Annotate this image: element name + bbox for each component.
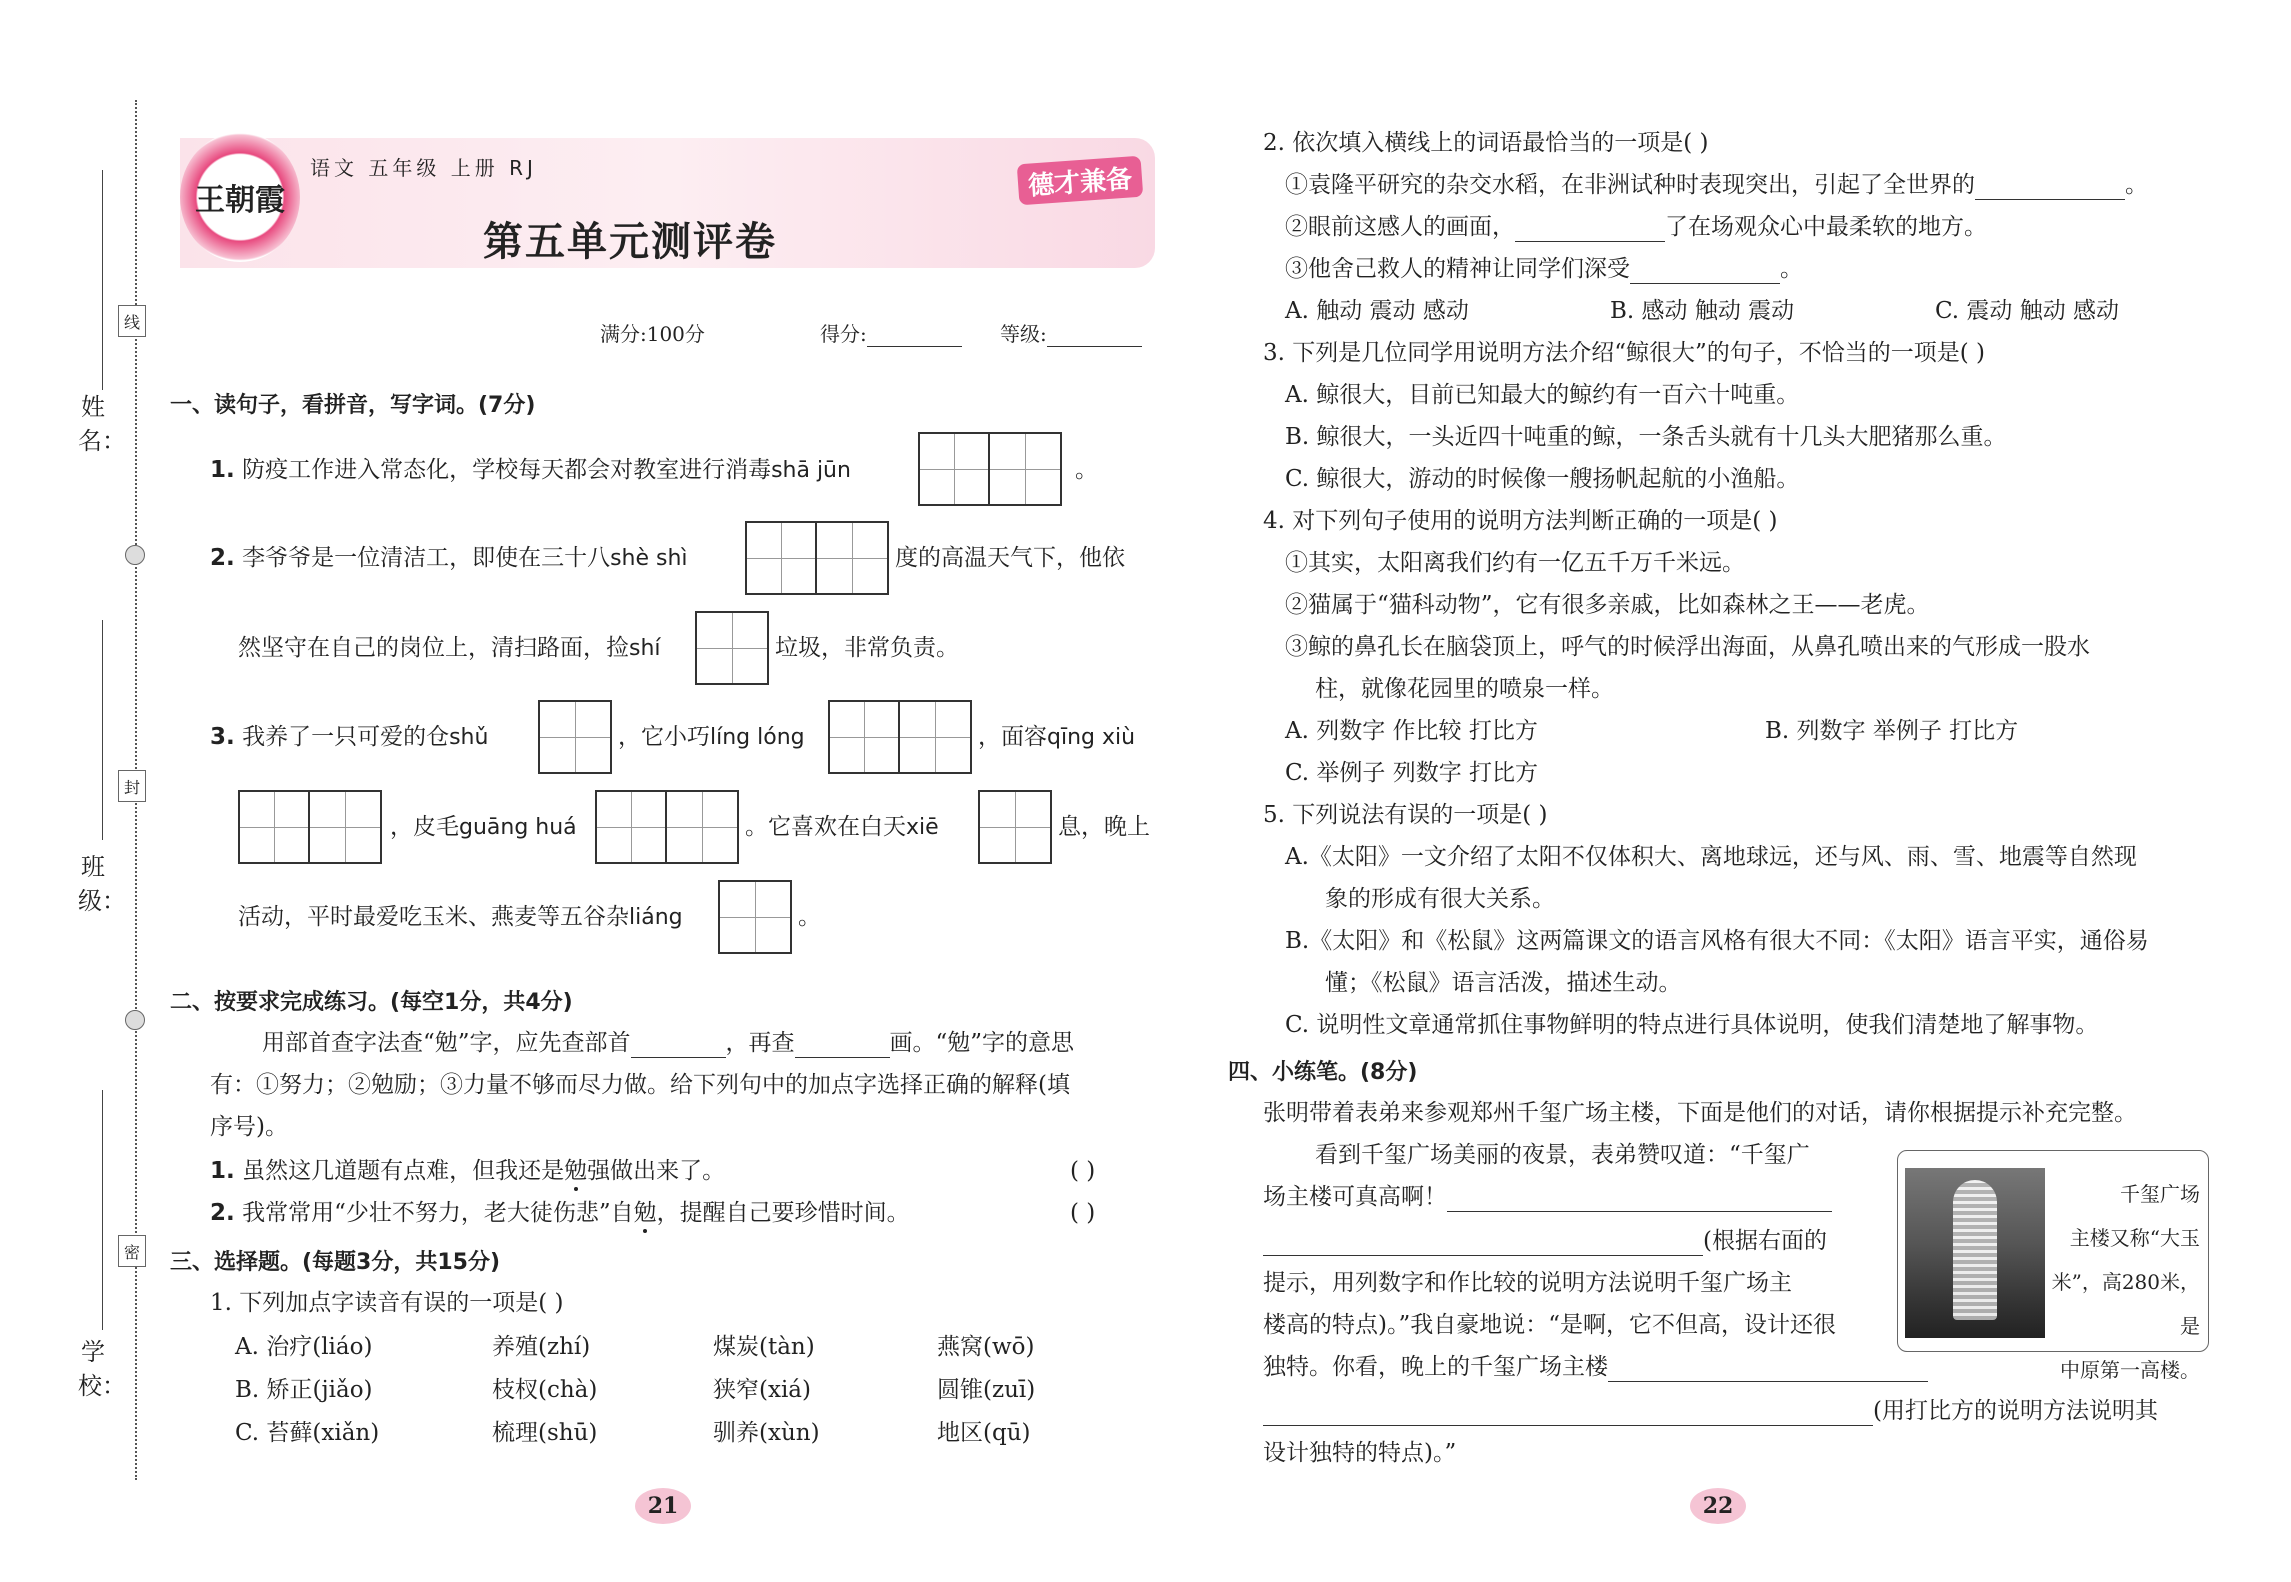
r-q2-opt-b: B. 感动 触动 震动 <box>1610 298 1795 324</box>
writing-grid-q3f[interactable] <box>718 880 792 954</box>
s1-q3-line3: 活动，平时最爱吃玉米、燕麦等五谷杂liáng <box>238 904 683 930</box>
binding-mark-line: 线 <box>118 305 146 337</box>
s2-line3: 序号)。 <box>210 1114 288 1140</box>
section-1-title: 一、读句子，看拼音，写字词。(7分) <box>170 393 536 418</box>
r-q4-l3b: 柱，就像花园里的喷泉一样。 <box>1315 676 1614 702</box>
s1-q1-end: 。 <box>1075 457 1098 483</box>
r-q4-opt-c: C. 举例子 列数字 打比方 <box>1285 760 1539 786</box>
s3-q1-b2: 枝杈(chà) <box>492 1377 598 1403</box>
s4-line8: (用打比方的说明方法说明其 <box>1263 1396 2158 1426</box>
s2-line1: 用部首查字法查“勉”字，应先查部首 ，再查 画。“勉”字的意思 <box>262 1030 1075 1056</box>
s3-q1-c2: 梳理(shū) <box>492 1420 598 1446</box>
school-write-line <box>102 1090 103 1330</box>
school-label: 学 校： <box>78 1338 126 1400</box>
s1-q1: 1. 防疫工作进入常态化，学校每天都会对教室进行消毒shā jūn <box>210 457 851 483</box>
r-q5-b1: B.《太阳》和《松鼠》这两篇课文的语言风格有很大不同：《太阳》语言平实，通俗易 <box>1285 928 2149 954</box>
class-write-line <box>102 620 103 840</box>
section-4-title: 四、小练笔。(8分) <box>1228 1060 1418 1085</box>
s1-q2-mid: 度的高温天气下，他依 <box>895 545 1125 571</box>
r-q4-l2: ②猫属于“猫科动物”，它有很多亲戚，比如森林之王——老虎。 <box>1285 592 1930 618</box>
r-q5-c: C. 说明性文章通常抓住事物鲜明的特点进行具体说明，使我们清楚地了解事物。 <box>1285 1012 2099 1038</box>
binding-mark-secret: 密 <box>118 1235 146 1267</box>
s1-q3-mid1: ，它小巧líng lóng <box>618 724 805 750</box>
r-q5: 5. 下列说法有误的一项是( ) <box>1263 802 1548 828</box>
r-q2-opt-c: C. 震动 触动 感动 <box>1935 298 2120 324</box>
s2-q2-answer[interactable]: ( ) <box>1070 1200 1096 1226</box>
s1-q3-end: 。 <box>798 904 821 930</box>
r-q2: 2. 依次填入横线上的词语最恰当的一项是( ) <box>1263 130 1709 156</box>
s1-q2-end: 垃圾，非常负责。 <box>775 635 959 661</box>
tower-caption: 千玺广场 主楼又称“大玉 米”，高280米，是 中原第一高楼。 <box>2051 1182 2200 1382</box>
writing-grid-q3b[interactable] <box>828 700 972 774</box>
page-number-right: 22 <box>1690 1488 1746 1524</box>
page-number-left: 21 <box>635 1488 691 1524</box>
class-label: 班 级： <box>78 853 126 915</box>
r-q3-opt-c: C. 鲸很大，游动的时候像一艘扬帆起航的小渔船。 <box>1285 466 1800 492</box>
writing-grid-q3a[interactable] <box>538 700 612 774</box>
s3-q1-b1: B. 矫正(jiǎo) <box>235 1377 373 1403</box>
section-2-title: 二、按要求完成练习。(每空1分，共4分) <box>170 990 573 1015</box>
r-q5-a1: A.《太阳》一文介绍了太阳不仅体积大、离地球远，还与风、雨、雪、地震等自然现 <box>1285 844 2137 870</box>
s4-line2: 看到千玺广场美丽的夜景，表弟赞叹道：“千玺广 <box>1315 1142 1810 1168</box>
s4-line3: 场主楼可真高啊！ <box>1263 1182 1832 1212</box>
r-q2-l2: ②眼前这感人的画面， 了在场观众心中最柔软的地方。 <box>1285 214 1987 240</box>
s3-q1-b3: 狭窄(xiá) <box>713 1377 811 1403</box>
writing-grid-q1[interactable] <box>918 432 1062 506</box>
page-title: 第五单元测评卷 <box>483 219 777 265</box>
r-q4: 4. 对下列句子使用的说明方法判断正确的一项是( ) <box>1263 508 1778 534</box>
s4-line9: 设计独特的特点)。” <box>1263 1440 1457 1466</box>
score-field: 得分: <box>820 318 962 347</box>
writing-grid-q3c[interactable] <box>238 790 382 864</box>
tower-building <box>1953 1180 1997 1320</box>
s1-q3-mid4: 。它喜欢在白天xiē <box>745 814 939 840</box>
s4-line5: 提示，用列数字和作比较的说明方法说明千玺广场主 <box>1263 1270 1792 1296</box>
r-q5-b2: 懂；《松鼠》语言活泼，描述生动。 <box>1325 970 1682 996</box>
s1-q2: 2. 李爷爷是一位清洁工，即使在三十八shè shì <box>210 545 688 571</box>
s3-q1-c1: C. 苔藓(xiǎn) <box>235 1420 380 1446</box>
s3-q1-c4: 地区(qū) <box>937 1420 1031 1446</box>
s3-q1-a1: A. 治疗(liáo) <box>235 1334 373 1360</box>
s1-q3: 3. 我养了一只可爱的仓shǔ <box>210 724 489 750</box>
grade-field: 等级: <box>1000 318 1142 347</box>
name-label: 姓 名： <box>78 393 126 455</box>
r-q4-l1: ①其实，太阳离我们约有一亿五千万千米远。 <box>1285 550 1745 576</box>
s1-q3-mid2: ，面容qīng xiù <box>978 724 1136 750</box>
s4-line7: 独特。你看，晚上的千玺广场主楼 <box>1263 1352 1928 1382</box>
s4-line1: 张明带着表弟来参观郑州千玺广场主楼，下面是他们的对话，请你根据提示补充完整。 <box>1263 1100 2137 1126</box>
r-q2-opt-a: A. 触动 震动 感动 <box>1285 298 1469 324</box>
motto-badge: 德才兼备 <box>1017 156 1144 206</box>
writing-grid-q2b[interactable] <box>695 611 769 685</box>
s3-q1-c3: 驯养(xùn) <box>713 1420 820 1446</box>
s3-q1-a2: 养殖(zhí) <box>492 1334 591 1360</box>
s3-q1-a4: 燕窝(wō) <box>937 1334 1035 1360</box>
s2-q1-answer[interactable]: ( ) <box>1070 1158 1096 1184</box>
r-q5-a2: 象的形成有很大关系。 <box>1325 886 1555 912</box>
writing-grid-q3d[interactable] <box>595 790 739 864</box>
s3-q1-a3: 煤炭(tàn) <box>713 1334 815 1360</box>
name-write-line <box>102 170 103 390</box>
writing-grid-q3e[interactable] <box>978 790 1052 864</box>
s2-q2: 2. 我常常用“少壮不努力，老大徒伤悲”自勉，提醒自己要珍惜时间。 <box>210 1200 910 1226</box>
r-q3-opt-b: B. 鲸很大，一头近四十吨重的鲸，一条舌头就有十几头大肥猪那么重。 <box>1285 424 2007 450</box>
s2-q1: 1. 虽然这几道题有点难，但我还是勉强做出来了。 <box>210 1158 726 1184</box>
s1-q2-line2: 然坚守在自己的岗位上，清扫路面，捡shí <box>238 635 661 661</box>
s4-line4: (根据右面的 <box>1263 1226 1827 1256</box>
s3-q1-b4: 圆锥(zuī) <box>937 1377 1036 1403</box>
r-q2-l3: ③他舍己救人的精神让同学们深受 。 <box>1285 256 1803 282</box>
s1-q3-mid3: ，皮毛guāng huá <box>390 814 577 840</box>
binding-hole <box>125 1010 145 1030</box>
r-q3: 3. 下列是几位同学用说明方法介绍“鲸很大”的句子，不恰当的一项是( ) <box>1263 340 1986 366</box>
publisher-logo: 王朝霞 <box>180 132 300 262</box>
r-q4-opt-a: A. 列数字 作比较 打比方 <box>1285 718 1538 744</box>
s4-line6: 楼高的特点)。”我自豪地说：“是啊，它不但高，设计还很 <box>1263 1312 1836 1338</box>
writing-grid-q2a[interactable] <box>745 521 889 595</box>
section-3-title: 三、选择题。(每题3分，共15分) <box>170 1250 501 1275</box>
r-q2-l1: ①袁隆平研究的杂交水稻，在非洲试种时表现突出，引起了全世界的 。 <box>1285 172 2148 198</box>
s3-q1: 1. 下列加点字读音有误的一项是( ) <box>210 1290 564 1316</box>
s1-q3-mid5: 息，晚上 <box>1058 814 1150 840</box>
binding-mark-seal: 封 <box>118 770 146 802</box>
r-q3-opt-a: A. 鲸很大，目前已知最大的鲸约有一百六十吨重。 <box>1285 382 1800 408</box>
r-q4-l3: ③鲸的鼻孔长在脑袋顶上，呼气的时候浮出海面，从鼻孔喷出来的气形成一股水 <box>1285 634 2090 660</box>
binding-hole <box>125 545 145 565</box>
s2-line2: 有：①努力；②勉励；③力量不够而尽力做。给下列句中的加点字选择正确的解释(填 <box>210 1072 1070 1098</box>
full-score: 满分:100分 <box>600 322 705 346</box>
subject-line: 语文 五年级 上册 RJ <box>310 156 537 180</box>
r-q4-opt-b: B. 列数字 举例子 打比方 <box>1765 718 2019 744</box>
